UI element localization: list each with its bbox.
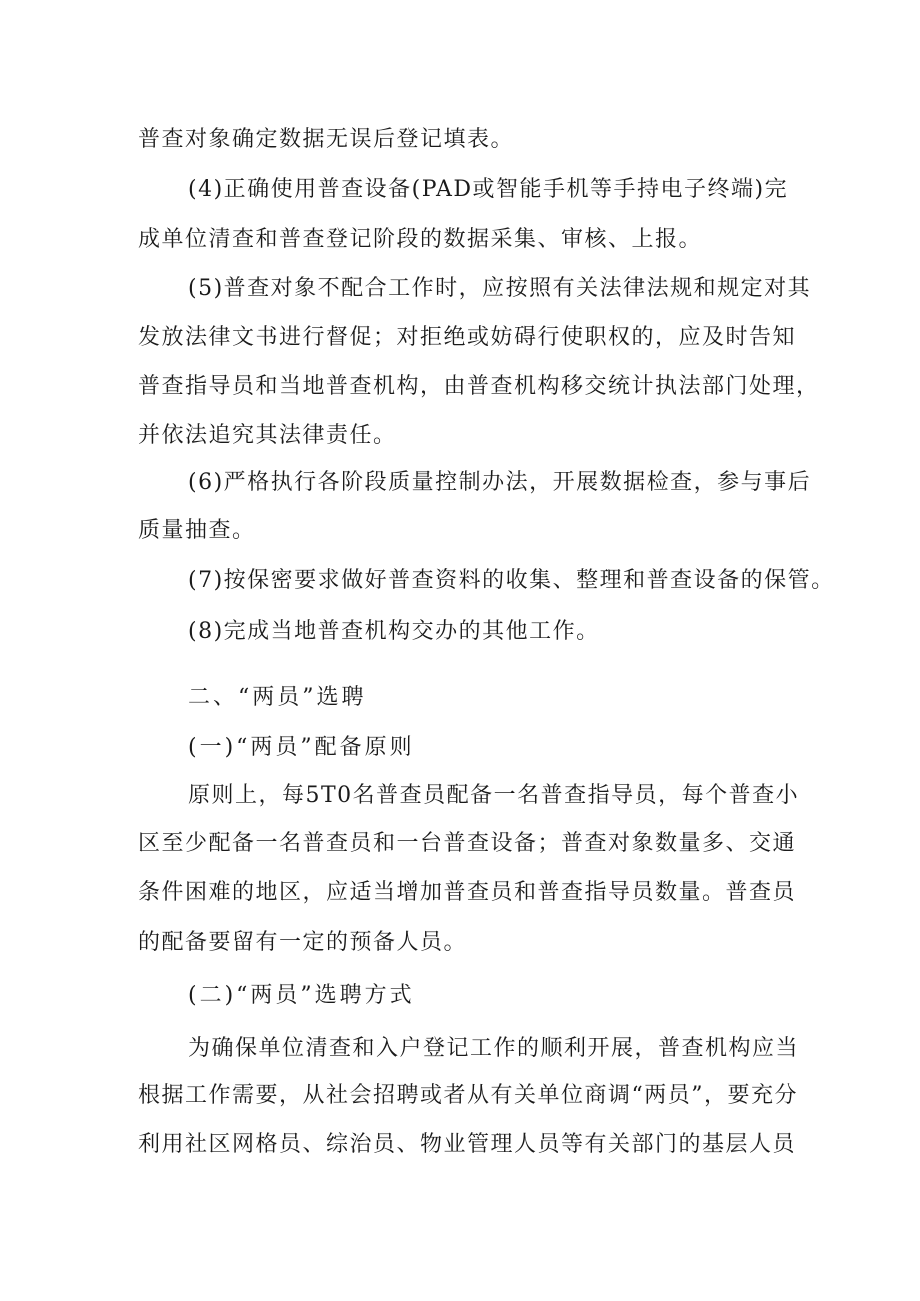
paragraph-line: 根据工作需要，从社会招聘或者从有关单位商调“两员”，要充分	[138, 1083, 798, 1108]
paragraph-line: (6)严格执行各阶段质量控制办法，开展数据检查，参与事后	[188, 470, 812, 495]
subsection-heading: (二)“两员”选聘方式	[188, 983, 415, 1008]
paragraph-line: (4)正确使用普查设备(PAD或智能手机等手持电子终端)完	[188, 177, 789, 202]
paragraph-line: 普查对象确定数据无误后登记填表。	[138, 127, 515, 152]
paragraph-line: 的配备要留有一定的预备人员。	[138, 930, 468, 955]
paragraph-line: 发放法律文书进行督促；对拒绝或妨碍行使职权的，应及时告知	[138, 325, 797, 350]
paragraph-line: 质量抽查。	[138, 518, 256, 543]
subsection-heading: (一)“两员”配备原则	[188, 735, 415, 760]
section-heading: 二、“两员”选聘	[188, 685, 367, 710]
paragraph-line: 为确保单位清查和入户登记工作的顺利开展，普查机构应当	[188, 1036, 800, 1061]
paragraph-line: (7)按保密要求做好普查资料的收集、整理和普查设备的保管。	[188, 568, 835, 593]
paragraph-line: 原则上，每5T0名普查员配备一名普查指导员，每个普查小	[188, 783, 800, 808]
paragraph-line: (5)普查对象不配合工作时，应按照有关法律法规和规定对其	[188, 276, 812, 301]
paragraph-line: 区至少配备一名普查员和一台普查设备；普查对象数量多、交通	[138, 831, 797, 856]
paragraph-line: 利用社区网格员、综治员、物业管理人员等有关部门的基层人员	[138, 1132, 797, 1157]
paragraph-line: (8)完成当地普查机构交办的其他工作。	[188, 619, 600, 644]
paragraph-line: 条件困难的地区，应适当增加普查员和普查指导员数量。普查员	[138, 880, 797, 905]
paragraph-line: 成单位清查和普查登记阶段的数据采集、审核、上报。	[138, 227, 703, 252]
paragraph-line: 普查指导员和当地普查机构，由普查机构移交统计执法部门处理，	[138, 374, 820, 399]
paragraph-line: 并依法追究其法律责任。	[138, 423, 397, 448]
